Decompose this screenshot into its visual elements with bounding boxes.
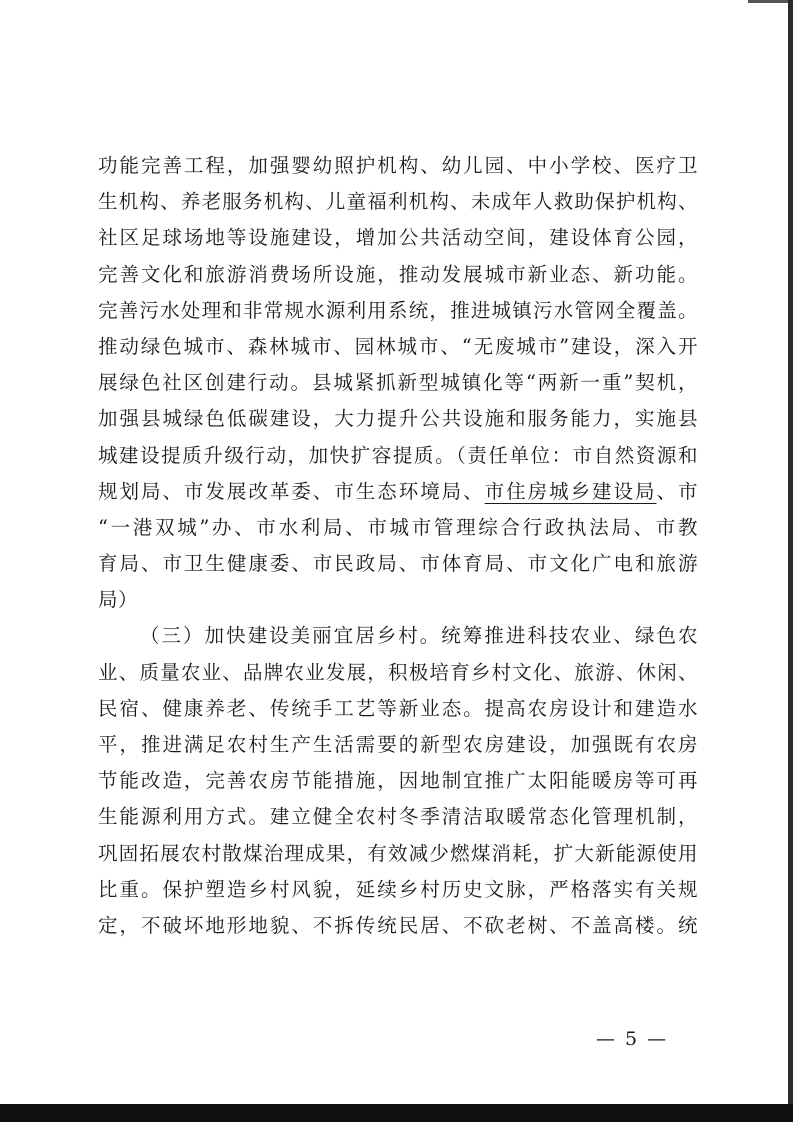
text-line: 业、质量农业、品牌农业发展，积极培育乡村文化、旅游、休闲、: [98, 660, 698, 684]
text-line: 定，不破坏地形地貌、不拆传统民居、不砍老树、不盖高楼。统: [98, 913, 698, 937]
text-line: 平，推进满足农村生产生活需要的新型农房建设，加强既有农房: [98, 733, 698, 756]
text-segment: 规划局、市发展改革委、市生态环境局、: [98, 479, 485, 503]
section-heading-line: （三）加快建设美丽宜居乡村。统筹推进科技农业、绿色农: [140, 624, 698, 648]
text-line: 育局、市卫生健康委、市民政局、市体育局、市文化广电和旅游: [98, 552, 698, 576]
text-line: 功能完善工程，加强婴幼照护机构、幼儿园、中小学校、医疗卫: [98, 154, 698, 177]
text-line: 生能源利用方式。建立健全农村冬季清洁取暖常态化管理机制，: [98, 805, 698, 829]
text-line: 局）: [98, 588, 139, 612]
text-line: 生机构、养老服务机构、儿童福利机构、未成年人救助保护机构、: [98, 190, 698, 214]
text-line: 巩固拓展农村散煤治理成果，有效减少燃煤消耗，扩大新能源使用: [98, 841, 698, 865]
text-line: 完善文化和旅游消费场所设施，推动发展城市新业态、新功能。: [98, 262, 698, 286]
text-line: “一港双城”办、市水利局、市城市管理综合行政执法局、市教: [98, 515, 698, 539]
text-line: 推动绿色城市、森林城市、园林城市、“无废城市”建设，深入开: [98, 334, 698, 358]
text-segment: 、市: [656, 479, 698, 503]
text-line-with-underline: [98, 474, 698, 510]
page-number: — 5 —: [596, 1028, 669, 1050]
underlined-agency: 市住房城乡建设局: [484, 479, 657, 503]
scan-edge: [788, 0, 793, 1122]
text-line: 民宿、健康养老、传统手工艺等新业态。提高农房设计和建造水: [98, 696, 698, 720]
text-line: 比重。保护塑造乡村风貌，延续乡村历史文脉，严格落实有关规: [98, 877, 698, 901]
text-line: 节能改造，完善农房节能措施，因地制宜推广太阳能暖房等可再: [98, 769, 698, 793]
body-text: [98, 148, 698, 944]
text-line: 完善污水处理和非常规水源利用系统，推进城镇污水管网全覆盖。: [98, 298, 698, 322]
text-line: 展绿色社区创建行动。县城紧抓新型城镇化等“两新一重”契机，: [98, 371, 698, 395]
text-line: 社区足球场地等设施建设，增加公共活动空间，建设体育公园，: [98, 226, 698, 250]
text-line: 加强县城绿色低碳建设，大力提升公共设施和服务能力，实施县: [98, 407, 698, 431]
text-line: 城建设提质升级行动，加快扩容提质。（责任单位：市自然资源和: [98, 443, 698, 467]
scan-edge: [748, 0, 788, 3]
scan-edge: [0, 1104, 793, 1122]
